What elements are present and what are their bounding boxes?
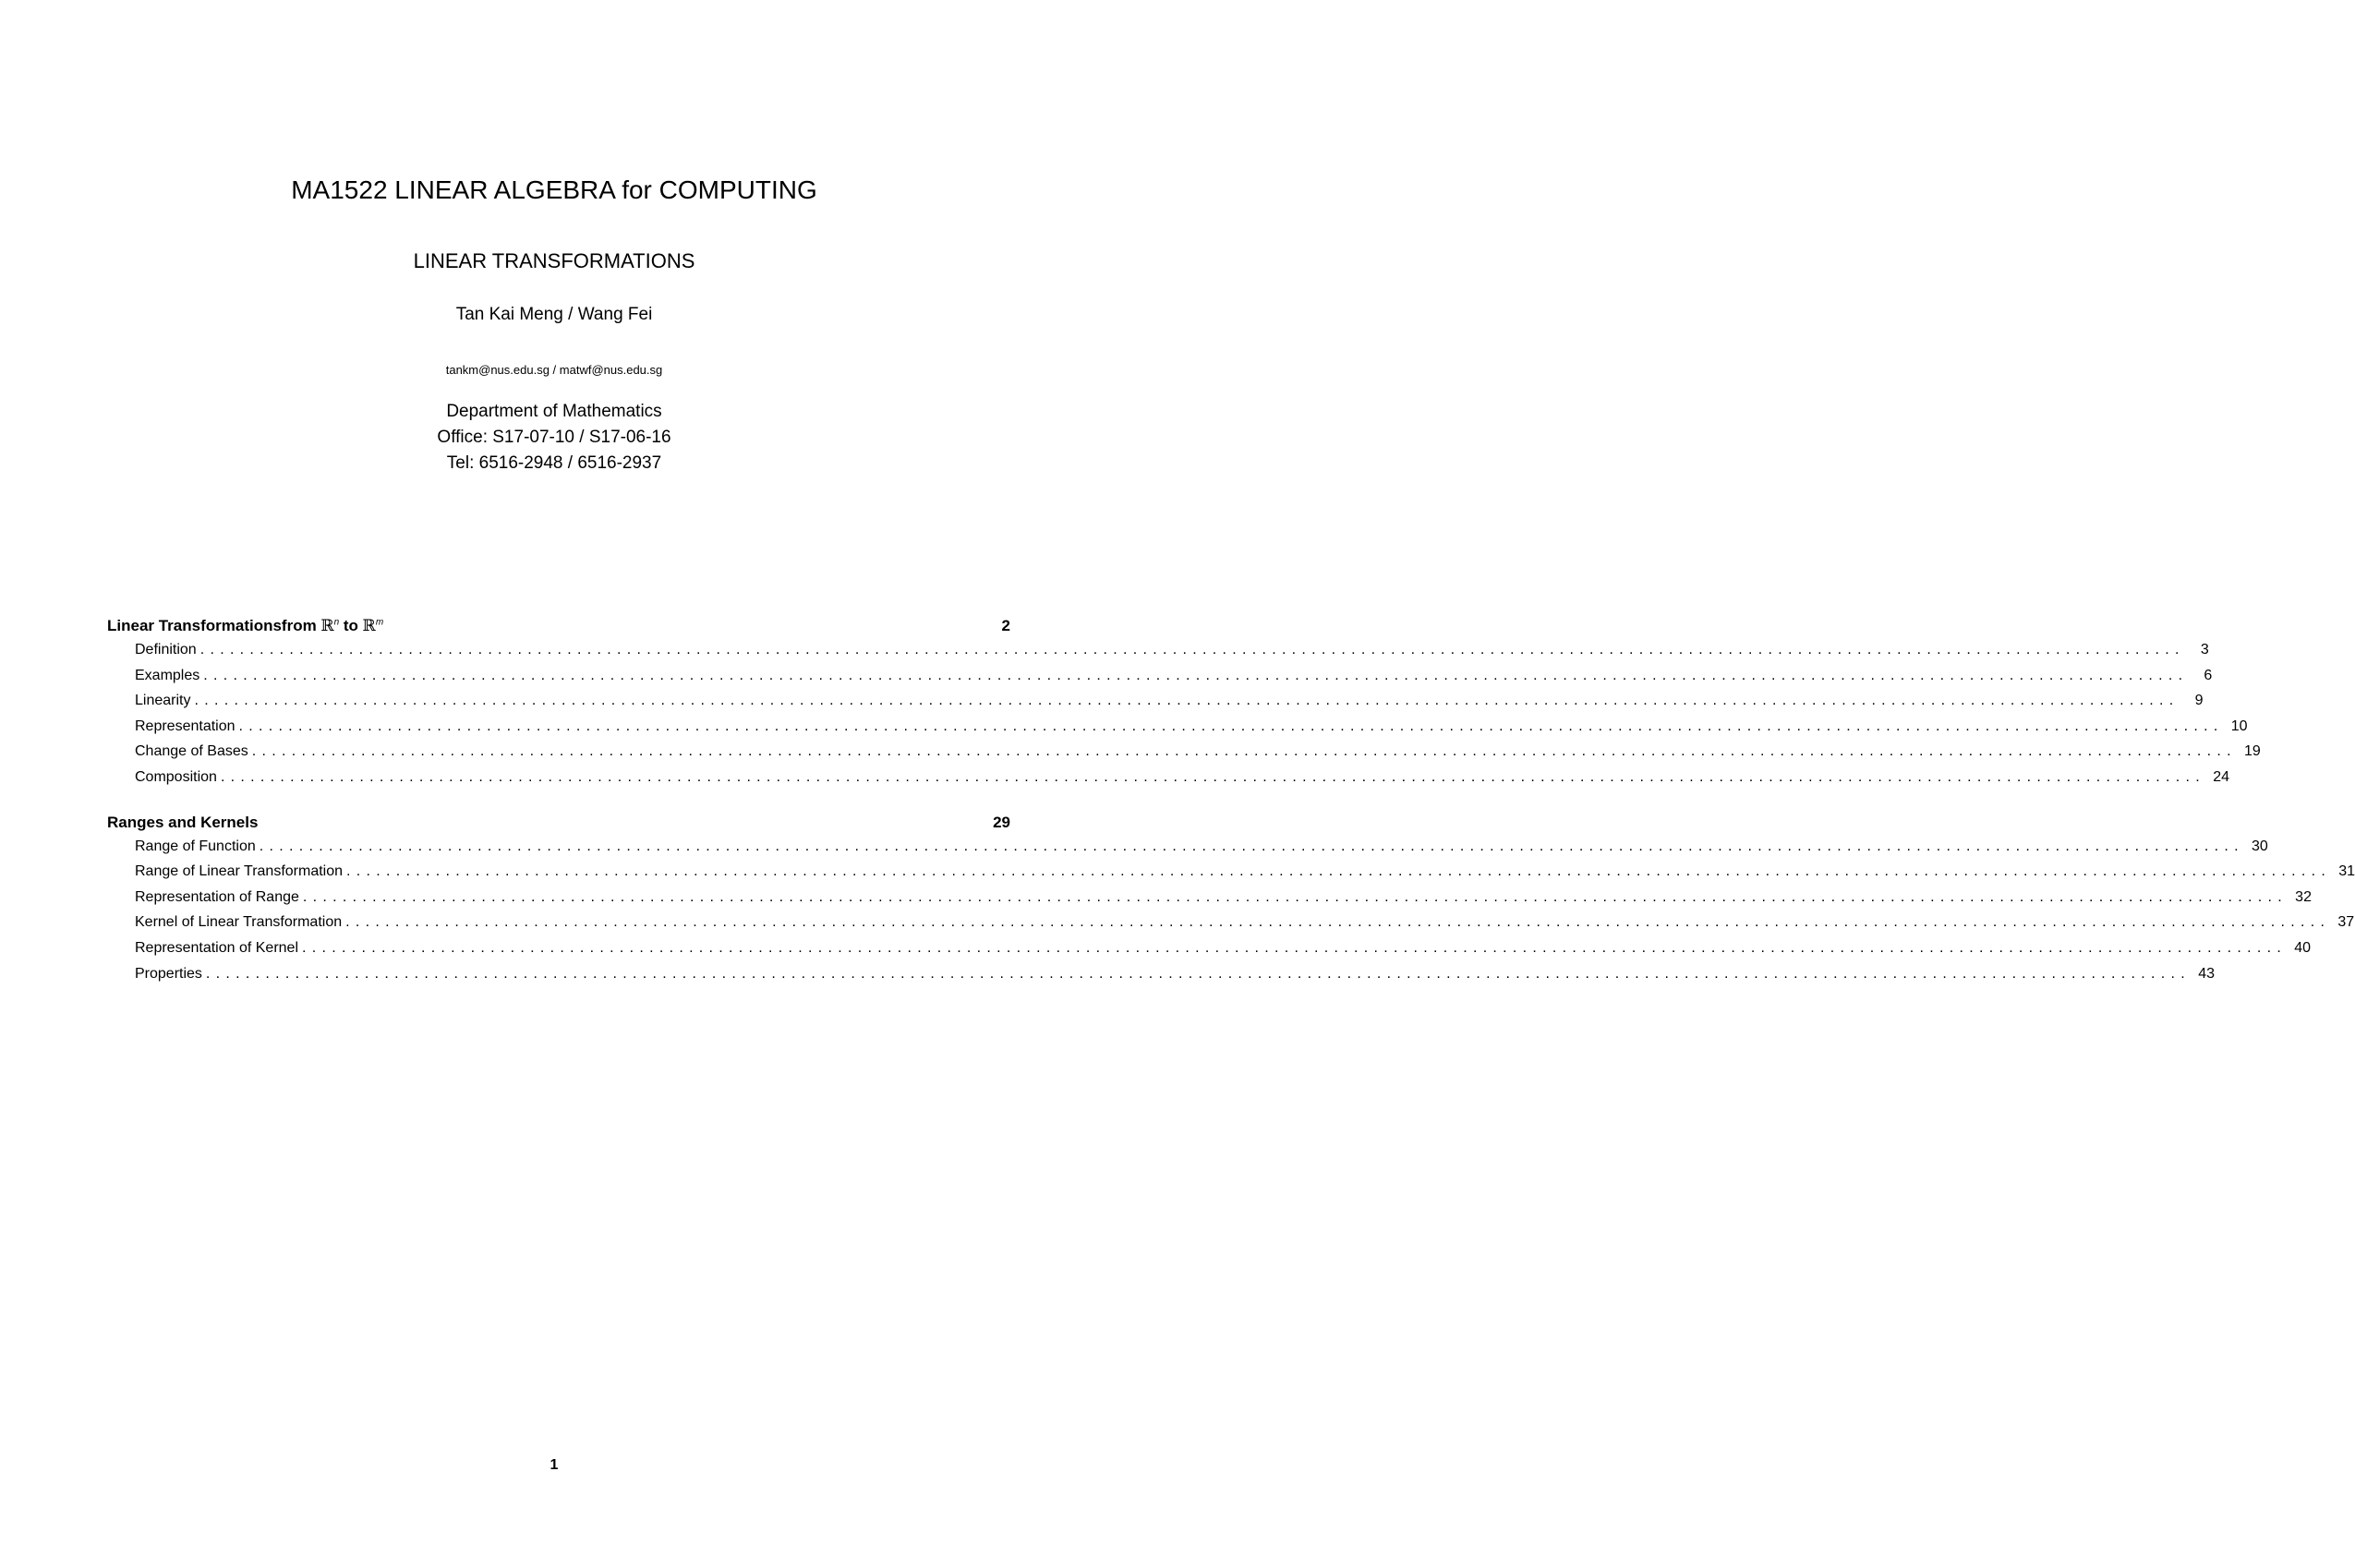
toc-entry-page: 19 — [2244, 743, 2261, 760]
table-of-contents — [107, 617, 2355, 1009]
toc-entry-title: Range of Linear Transformation — [135, 863, 344, 880]
document-title: MA1522 LINEAR ALGEBRA for COMPUTING — [291, 175, 817, 204]
toc-entry-title: Examples — [135, 667, 200, 683]
toc-entry-title: Definition — [135, 642, 197, 657]
toc-entry-title: Composition — [135, 768, 217, 785]
toc-entry[interactable] — [107, 693, 2204, 718]
dot-leader: ........................................................................................................................................................................................................ — [251, 743, 2237, 760]
toc-section-title — [107, 617, 1002, 635]
toc-entry[interactable] — [107, 743, 2261, 769]
toc-section-heading[interactable] — [107, 814, 1010, 838]
page-number: 1 — [550, 1457, 559, 1473]
toc-entry-page: 9 — [2194, 693, 2204, 709]
toc-entry[interactable] — [107, 667, 2213, 694]
toc-entry-title: Representation — [135, 718, 236, 734]
toc-entry-title: Representation of Range — [135, 888, 299, 905]
section-title-to: to — [343, 617, 358, 634]
toc-section-page: 29 — [993, 813, 1010, 831]
toc-entry-page: 32 — [2295, 888, 2312, 905]
toc-entry-page: 3 — [2200, 642, 2209, 657]
toc-entry-page: 24 — [2213, 768, 2229, 785]
toc-section — [107, 617, 2261, 795]
dot-leader: ........................................................................................................................................................................................................ — [302, 939, 2288, 956]
dot-leader: ........................................................................................................................................................................................................ — [302, 888, 2288, 905]
toc-entry[interactable] — [107, 888, 2312, 915]
department: Department of Mathematics — [446, 402, 662, 421]
toc-entry[interactable] — [107, 642, 2209, 668]
contact-block — [0, 399, 1108, 476]
dot-leader: ........................................................................................................................................................................................................ — [194, 693, 2180, 709]
dot-leader: ........................................................................................................................................................................................................ — [346, 863, 2332, 880]
dot-leader: ........................................................................................................................................................................................................ — [199, 642, 2185, 657]
real-numbers-symbol: ℝ — [362, 617, 376, 635]
toc-entry-title: Range of Function — [135, 838, 256, 854]
toc-section — [107, 813, 2355, 992]
toc-section-page: 2 — [1001, 617, 1010, 634]
toc-entry[interactable] — [107, 965, 2215, 992]
author-emails: tankm@nus.edu.sg / matwf@nus.edu.sg — [445, 363, 663, 377]
section-title-text: Linear Transformationsfrom — [107, 617, 317, 634]
toc-entry-title: Kernel of Linear Transformation — [135, 914, 343, 931]
dot-leader: ........................................................................................................................................................................................................ — [345, 914, 2331, 931]
toc-entry-page: 31 — [2338, 863, 2355, 880]
toc-entry-title: Change of Bases — [135, 743, 248, 760]
superscript-n: n — [333, 617, 340, 628]
toc-entry[interactable] — [107, 939, 2312, 966]
toc-entry[interactable] — [107, 863, 2355, 889]
authors: Tan Kai Meng / Wang Fei — [455, 305, 653, 324]
toc-entry-page: 10 — [2230, 718, 2248, 734]
office: Office: S17-07-10 / S17-06-16 — [437, 428, 671, 447]
toc-entry-title: Linearity — [135, 693, 191, 709]
toc-section-heading[interactable] — [107, 617, 1010, 642]
toc-entry[interactable] — [107, 914, 2355, 940]
toc-entry-title: Representation of Kernel — [135, 939, 298, 956]
dot-leader: ........................................................................................................................................................................................................ — [259, 838, 2244, 854]
toc-entry-page: 43 — [2198, 965, 2215, 982]
dot-leader: ........................................................................................................................................................................................................ — [238, 718, 2224, 734]
toc-entry[interactable] — [107, 838, 2268, 864]
toc-entry[interactable] — [107, 718, 2248, 744]
document-subtitle: LINEAR TRANSFORMATIONS — [413, 249, 695, 272]
dot-leader: ........................................................................................................................................................................................................ — [203, 667, 2189, 683]
toc-entry-page: 30 — [2252, 838, 2268, 854]
telephone: Tel: 6516-2948 / 6516-2937 — [446, 453, 662, 473]
toc-entry-page: 6 — [2204, 667, 2213, 683]
dot-leader: ........................................................................................................................................................................................................ — [205, 965, 2191, 982]
toc-section-title: Ranges and Kernels — [107, 813, 259, 831]
toc-entry-page: 40 — [2294, 939, 2312, 956]
real-numbers-symbol: ℝ — [320, 617, 334, 635]
toc-entry-page: 37 — [2337, 914, 2355, 931]
toc-entry-title: Properties — [135, 965, 202, 982]
dot-leader: ........................................................................................................................................................................................................ — [220, 768, 2205, 785]
toc-entry[interactable] — [107, 768, 2229, 795]
superscript-m: m — [375, 617, 384, 628]
